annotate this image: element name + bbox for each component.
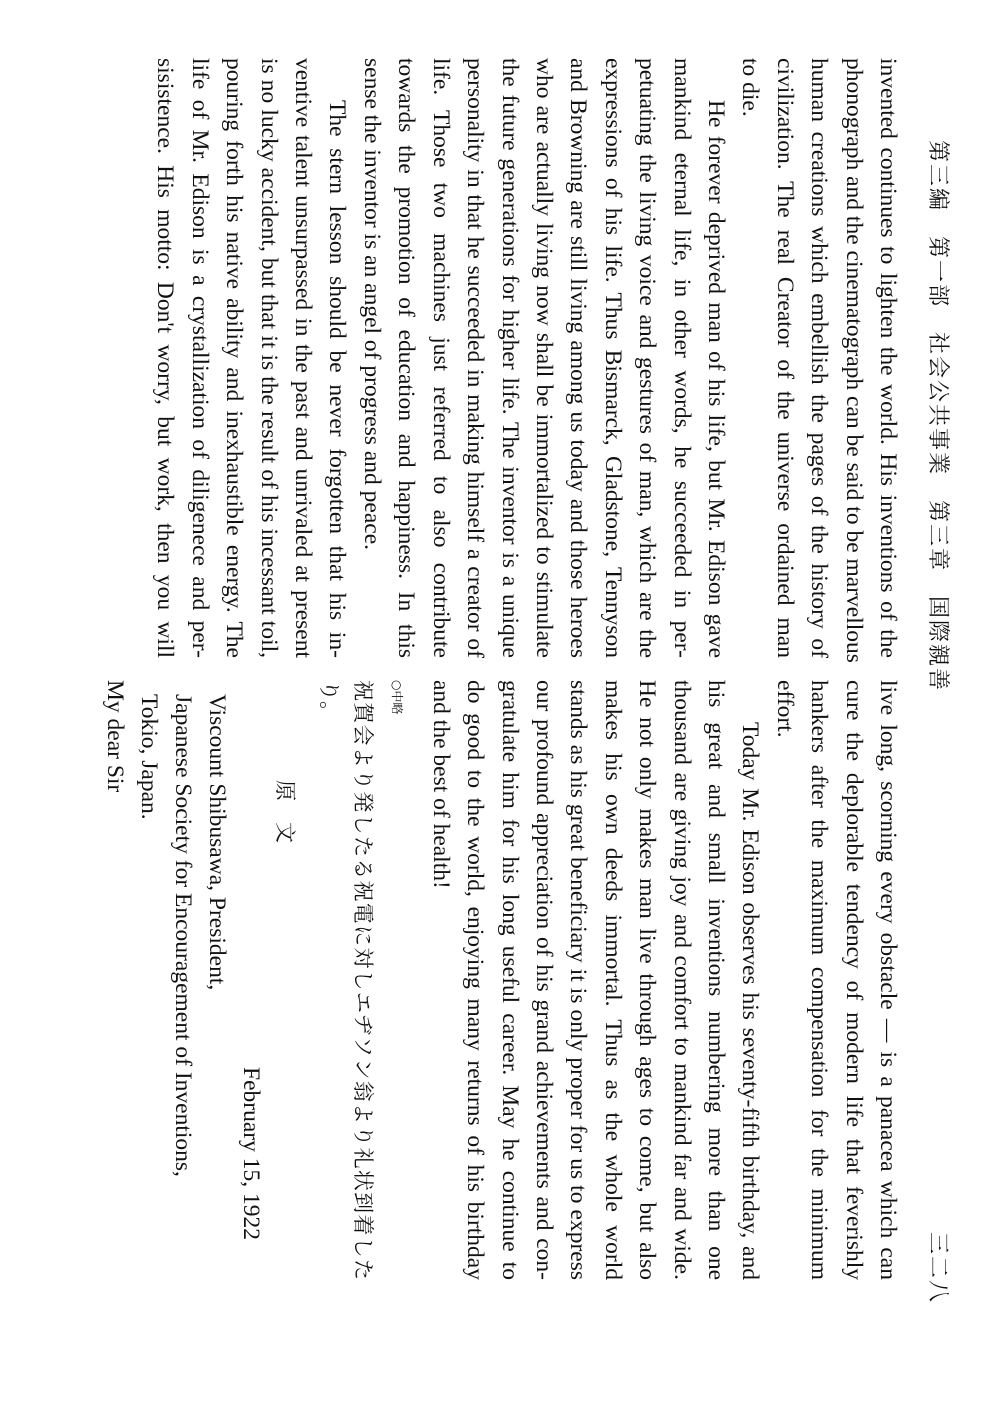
text-line: to die. [737,58,764,117]
right-paragraph-1 [767,680,905,1280]
address-line: Japanese Society for Encouragement of Inventions, [170,694,197,1177]
right-paragraph-2 [423,680,767,1280]
text-line: cure the deplorable tendency of modern life that feverishly [840,680,867,1280]
text-line: sisistence. His motto: Don't worry, but work, then you will [152,58,179,658]
text-line: pouring forth his native ability and inexhaustible energy. The [221,58,248,658]
omission-mark: ○中略 [390,680,405,715]
text-line: phonograph and the cinematograph can be said to be marvellous [840,58,867,663]
right-column [98,680,905,1280]
text-line: hankers after the maximum compensation for the minimum [806,680,833,1280]
left-paragraph-1 [733,58,905,663]
text-line: ventive talent unsurpassed in the past and unrivaled at present [290,58,317,658]
page-number: 三二八 [926,1232,951,1305]
text-line: is no lucky accident, but that it is the result of his incessant toil, [255,58,282,658]
text-line: effort. [771,680,798,738]
running-title: 第三編 第一部 社会公共事業 第三章 国際親善 [926,140,951,693]
text-line: our profound appreciation of his grand achievements and con- [530,680,557,1280]
left-paragraph-3 [148,58,354,658]
text-line: life. Those two machines just referred to also contribute [427,58,454,658]
text-line: his great and small inventions numbering more than one [702,680,729,1280]
text-line: life of Mr. Edison is a crystallization of diligenece and per- [186,58,213,658]
text-line: do good to the world, enjoying many returns of his birthday [462,680,489,1280]
text-line: The stern lesson should be never forgotten that his in- [324,100,351,658]
left-paragraph-2 [355,58,733,658]
japanese-note-text: 祝賀会より発したる祝電に対しエヂソン翁より礼状到着したり。 [317,680,376,1280]
text-line: the future generations for higher life. The inventor is a unique [496,58,523,658]
text-line: mankind eternal life, in other words, he succeeded in per- [668,58,695,658]
text-line: He forever deprived man of his life, but Mr. Edison gave [702,100,729,658]
text-line: petuating the living voice and gestures of man, which are the [634,58,661,658]
text-line: invented continues to lighten the world. His inventions of the [875,58,901,658]
text-line: civilization. The real Creator of the universe ordained man [771,58,798,658]
original-heading: 原 文 [273,780,298,843]
text-line: human creations which embellish the pages of the history of [806,58,833,658]
address-line: Viscount Shibusawa, President, [204,694,231,991]
left-column [148,58,905,663]
text-line: stands as his great beneficiary it is only proper for us to express [565,680,592,1280]
text-line: towards the promotion of education and happiness. In this [393,58,420,658]
address-block [132,680,234,1280]
text-line: expressions of his life. Thus Bismarck, Gladstone, Tennyson [599,58,626,658]
text-line: and the best of health! [427,680,454,889]
salutation: My dear Sir [102,680,129,793]
text-line: He not only makes man live through ages to come, but also [634,680,661,1280]
text-line: Today Mr. Edison observes his seventy-fifth birthday, and [737,722,764,1280]
letter-date: February 15, 1922 [238,1067,265,1240]
text-line: and Browning are still living among us today and those heroes [565,58,592,658]
japanese-note [380,680,415,1280]
text-line: sense the inventor is an angel of progress and peace. [358,58,385,551]
text-line: who are actually living now shall be immortalized to stimulate [530,58,557,658]
text-line: makes his own deeds immortal. Thus as the whole world [599,680,626,1280]
address-line: Tokio, Japan. [136,694,163,820]
text-line: personality in that he succeeded in making himself a creator of [462,58,489,658]
text-line: live long, scorning every obstacle — is a panacea which can [875,680,901,1280]
text-line: thousand are giving joy and comfort to mankind far and wide. [668,680,695,1280]
text-line: gratulate him for his long useful career. May he continue to [496,680,523,1280]
